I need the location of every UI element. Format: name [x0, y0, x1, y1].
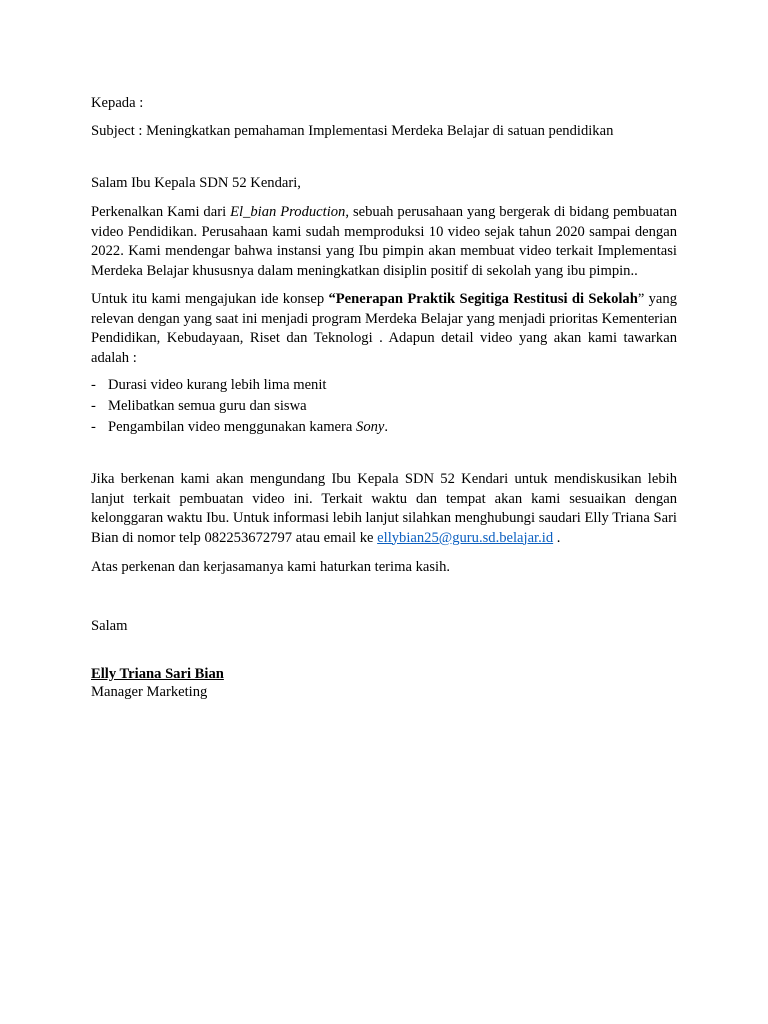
list-item-text: Melibatkan semua guru dan siswa — [108, 398, 307, 414]
list-item-text: Pengambilan video menggunakan kamera — [108, 419, 357, 435]
list-item-text: Durasi video kurang lebih lima menit — [108, 377, 327, 393]
concept-title: “Penerapan Praktik Segitiga Restitusi di Sekolah — [328, 291, 638, 307]
bullet-dash: - — [91, 398, 96, 414]
subject-line: Subject : Meningkatkan pemahaman Implementasi Merdeka Belajar di satuan pendidikan — [91, 123, 614, 139]
bullet-dash: - — [91, 377, 96, 393]
list-item — [91, 375, 677, 396]
concept-text-end: ” yang relevan dengan yang saat ini menjadi program Merdeka Belajar yang menjadi prioritas Kementerian Pendidikan, Kebudayaan, Riset dan Teknologi . Adapun detail video yang akan kami tawarkan adalah : — [91, 291, 677, 366]
intro-text-end: , sebuah perusahaan yang bergerak di bidang pembuatan video Pendidikan. Perusahaan kami sudah memproduksi 10 video sejak tahun 2020 sampai dengan 2022. Kami mendengar bahwa instansi yang Ibu pimpin akan membuat video terkait Implementasi Merdeka Belajar khususnya dalam meningkatkan disiplin positif di sekolah yang ibu pimpin.. — [91, 204, 678, 279]
closing-thanks: Atas perkenan dan kerjasamanya kami haturkan terima kasih. — [91, 559, 451, 575]
greeting: Salam Ibu Kepala SDN 52 Kendari, — [91, 175, 301, 191]
concept-text-start: Untuk itu kami mengajukan ide konsep — [91, 291, 329, 307]
email-link[interactable]: ellybian25@guru.sd.belajar.id — [377, 529, 554, 546]
list-item-end: . — [384, 419, 389, 435]
salutation: Salam — [91, 618, 128, 634]
company-name: El_bian Production — [230, 204, 346, 220]
bullet-dash: - — [91, 419, 96, 435]
signatory-title: Manager Marketing — [91, 684, 208, 700]
intro-text-start: Perkenalkan Kami dari — [91, 204, 231, 220]
list-item — [91, 417, 677, 438]
contact-text-end: . — [553, 529, 561, 546]
signatory-name: Elly Triana Sari Bian — [91, 666, 224, 682]
camera-brand: Sony — [356, 419, 385, 435]
letter-body — [91, 94, 677, 701]
concept-paragraph — [91, 290, 677, 368]
recipient-label: Kepada : — [91, 95, 144, 111]
list-item — [91, 396, 677, 417]
contact-paragraph — [91, 470, 677, 548]
contact-text-start: Jika berkenan kami akan mengundang Ibu Kepala SDN 52 Kendari untuk mendiskusikan lebih lanjut terkait pembuatan video ini. Terkait waktu dan tempat akan kami sesuaikan dengan kelonggaran waktu Ibu. Untuk informasi lebih lanjut silahkan menghubungi saudari Elly Triana Sari Bian di nomor telp 082253672797 atau email ke — [91, 471, 677, 546]
video-details-list — [91, 375, 677, 438]
intro-paragraph — [91, 203, 677, 281]
